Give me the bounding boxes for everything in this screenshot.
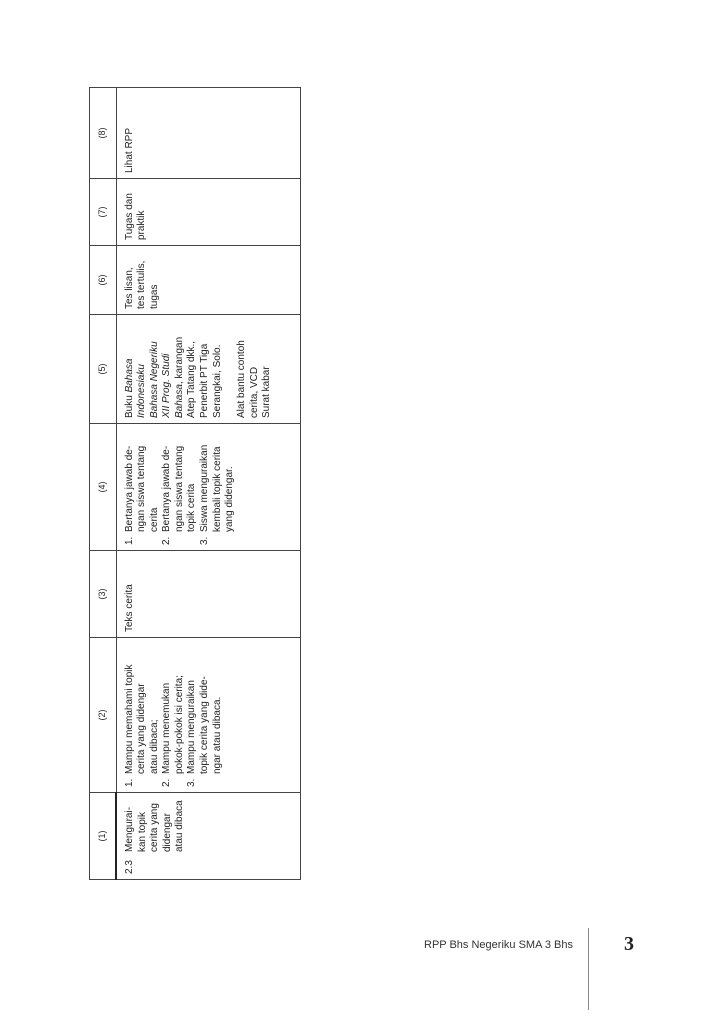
list-line: ngan siswa tentang bbox=[136, 445, 148, 532]
list-line: yang didengar. bbox=[224, 466, 236, 532]
list-item bbox=[186, 643, 224, 787]
list-line: atau dibaca; bbox=[148, 719, 160, 774]
source-italic: Indonesiaku bbox=[136, 364, 148, 418]
list-line: kembali topik cerita bbox=[211, 446, 223, 532]
task-line: Tugas dan bbox=[123, 193, 135, 240]
header-row bbox=[90, 88, 117, 880]
source-line bbox=[136, 320, 149, 418]
list-line: Mampu memahami topik bbox=[123, 664, 135, 774]
note-text: Lihat RPP bbox=[123, 127, 135, 173]
list-number: 1. bbox=[123, 778, 135, 787]
list-item bbox=[124, 643, 162, 787]
list-line: pokok-pokok isi cerita; bbox=[173, 675, 185, 774]
cell-keterangan bbox=[116, 88, 301, 179]
list-line: topik cerita bbox=[186, 483, 198, 532]
header-col-6: (6) bbox=[90, 246, 117, 315]
list-line: Bertanya jawab de- bbox=[161, 445, 173, 532]
list-number: 2. bbox=[161, 778, 173, 787]
rpp-table bbox=[89, 87, 301, 880]
source-italic: Bahasa bbox=[123, 358, 135, 393]
header-col-1: (1) bbox=[90, 793, 117, 880]
list-line: cerita bbox=[148, 507, 160, 532]
rotated-table-wrapper bbox=[89, 88, 301, 880]
list-number: 1. bbox=[123, 536, 135, 545]
source-line: Serangkai, Solo. bbox=[211, 344, 223, 418]
kd-line: kan topik bbox=[136, 811, 148, 852]
list-line: ngar atau dibaca. bbox=[211, 696, 223, 774]
source-line: cerita, VCD bbox=[248, 366, 260, 418]
list-number: 2. bbox=[161, 536, 173, 545]
cell-indikator bbox=[116, 638, 301, 793]
source-line: Surat kabar bbox=[261, 366, 273, 418]
cell-kegiatan bbox=[116, 424, 301, 551]
source-italic: XII Prog. Studi bbox=[161, 353, 173, 418]
source-line bbox=[161, 320, 174, 418]
source-line: Penerbit PT Tiga bbox=[199, 343, 211, 418]
source-line bbox=[174, 320, 187, 418]
list-line: Bertanya jawab de- bbox=[123, 445, 135, 532]
list-line: cerita yang didengar bbox=[136, 683, 148, 774]
list-line: Mampu menguraikan bbox=[186, 680, 198, 774]
assessment-line: tes tertulis, bbox=[136, 260, 148, 309]
kd-line: atau dibaca bbox=[174, 800, 186, 852]
page-number: 3 bbox=[624, 933, 634, 955]
cell-kompetensi-dasar bbox=[116, 793, 301, 880]
list-line: topik cerita yang dide- bbox=[199, 676, 211, 774]
list-number: 3. bbox=[186, 778, 198, 787]
source-line bbox=[124, 320, 137, 418]
header-col-4: (4) bbox=[90, 424, 117, 551]
list-line: Siswa menguraikan bbox=[199, 444, 211, 532]
source-text: Buku bbox=[123, 392, 135, 418]
source-line bbox=[149, 320, 162, 418]
source-line: Alat bantu contoh bbox=[236, 340, 248, 418]
kd-line: Mengurai- bbox=[124, 806, 135, 852]
assessment-line: Tes lisan, bbox=[123, 267, 135, 309]
header-col-2: (2) bbox=[90, 638, 117, 793]
cell-tugas bbox=[116, 179, 301, 246]
list-item bbox=[124, 429, 162, 545]
source-italic: Bahasa bbox=[173, 384, 185, 418]
list-item bbox=[161, 429, 199, 545]
task-line: praktik bbox=[136, 210, 148, 240]
source-text: , karangan bbox=[173, 336, 185, 385]
list-number: 3. bbox=[199, 536, 211, 545]
kd-number: 2.3 bbox=[124, 860, 135, 874]
source-italic: Bahasa Negeriku bbox=[148, 341, 160, 418]
kd-line: cerita yang bbox=[149, 803, 161, 852]
list-line: ngan siswa tentang bbox=[173, 445, 185, 532]
materi-text: Teks cerita bbox=[123, 584, 135, 632]
header-col-5: (5) bbox=[90, 315, 117, 424]
cell-sumber-belajar bbox=[116, 315, 301, 424]
header-col-7: (7) bbox=[90, 179, 117, 246]
list-item bbox=[199, 429, 237, 545]
footer-divider bbox=[588, 928, 589, 1010]
assessment-line: tugas bbox=[148, 284, 160, 309]
table-row bbox=[116, 88, 301, 880]
footer-title: RPP Bhs Negeriku SMA 3 Bhs bbox=[424, 939, 573, 951]
header-col-3: (3) bbox=[90, 551, 117, 638]
list-item bbox=[161, 643, 186, 787]
kd-line: didengar bbox=[161, 813, 173, 852]
cell-materi bbox=[116, 551, 301, 638]
list-line: Mampu menemukan bbox=[161, 682, 173, 774]
source-line: Atep Tatang dkk., bbox=[186, 340, 198, 418]
cell-penilaian bbox=[116, 246, 301, 315]
header-col-8: (8) bbox=[90, 88, 117, 179]
